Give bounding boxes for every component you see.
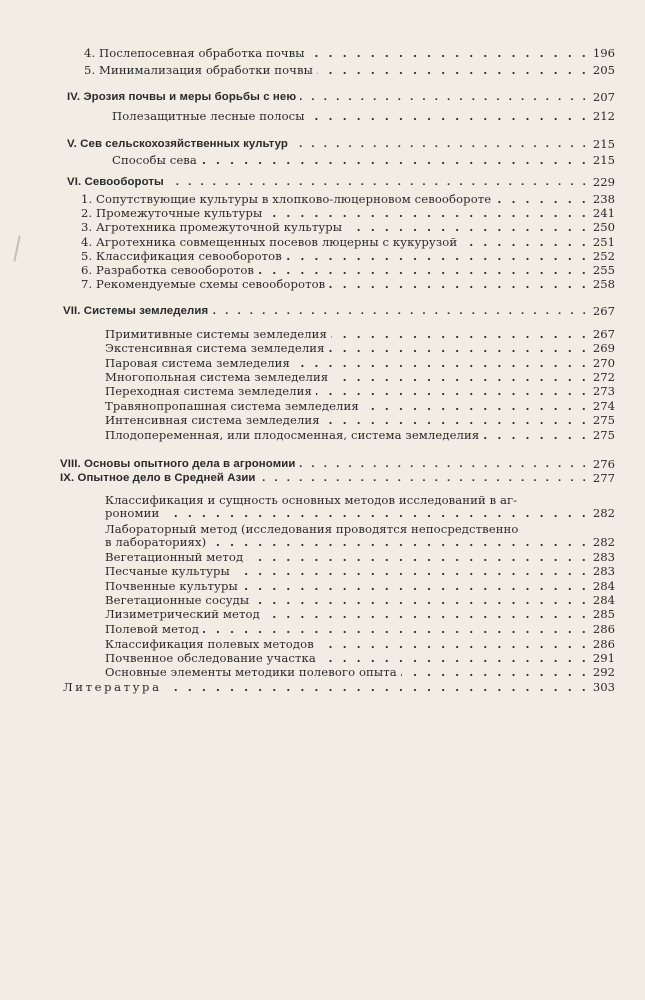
toc-entry [84, 63, 615, 77]
toc-entry-title: Примитивные системы земледелия [105, 327, 327, 341]
toc-entry-page: 252 [592, 249, 615, 263]
leader-dots [331, 327, 589, 341]
toc-entry-page: 275 [592, 428, 615, 442]
toc-entry-page: 196 [592, 46, 615, 60]
toc-entry [105, 493, 615, 507]
toc-entry [81, 235, 615, 249]
toc-entry [105, 607, 615, 621]
leader-dots [242, 579, 589, 593]
toc-chapter [60, 471, 615, 485]
toc-entry-title: Интенсивная система земледелия [105, 413, 320, 427]
toc-entry [112, 153, 615, 167]
toc-entry-page: 284 [592, 579, 615, 593]
toc-entry-title: 6. Разработка севооборотов [81, 263, 255, 277]
leader-dots [309, 109, 589, 123]
toc-chapter-title: VI. Севообороты [67, 176, 164, 188]
toc-entry-page: 267 [592, 304, 615, 318]
toc-entry-page: 251 [592, 235, 615, 249]
toc-entry-title: 1. Сопутствующие культуры в хлопково-люцерновом севообороте [81, 192, 492, 206]
toc-entry [105, 370, 615, 384]
toc-entry-title: Переходная система земледелия [105, 384, 312, 398]
leader-dots [258, 263, 589, 277]
leader-dots [363, 399, 589, 413]
toc-chapter-title: IX. Опытное дело в Средней Азии [60, 472, 256, 484]
leader-dots [212, 304, 589, 318]
leader-dots [234, 564, 589, 578]
toc-chapter-title: IV. Эрозия почвы и меры борьбы с нею [67, 91, 297, 103]
toc-entry-page: 215 [592, 153, 615, 167]
leader-dots [495, 192, 589, 206]
toc-entry-page: 241 [592, 206, 615, 220]
leader-dots [317, 63, 589, 77]
toc-entry-page: 229 [592, 175, 615, 189]
toc-entry-title: 7. Рекомендуемые схемы севооборотов [81, 277, 326, 291]
toc-entry-page: 238 [592, 192, 615, 206]
toc-entry-page: 250 [592, 220, 615, 234]
leader-dots [346, 220, 589, 234]
toc-entry-page: 284 [592, 593, 615, 607]
leader-dots [483, 428, 589, 442]
toc-entry-title: рономии [105, 506, 160, 520]
toc-entry-title: Почвенные культуры [105, 579, 238, 593]
toc-entry-title: 3. Агротехника промежуточной культуры [81, 220, 343, 234]
toc-entry [105, 399, 615, 413]
leader-dots [324, 413, 589, 427]
toc-entry-page: 258 [592, 277, 615, 291]
toc-entry-title: Травянопропашная система земледелия [105, 399, 359, 413]
toc-entry [112, 109, 615, 123]
toc-entry-page: 292 [592, 665, 615, 679]
leader-dots [247, 550, 589, 564]
toc-entry [81, 192, 615, 206]
toc-chapter [67, 90, 615, 104]
toc-entry [105, 522, 615, 536]
toc-entry-page: 207 [592, 90, 615, 104]
toc-entry-title: 4. Агротехника совмещенных посевов люцерны с кукурузой [81, 235, 458, 249]
toc-chapter [60, 457, 615, 471]
toc-entry [105, 356, 615, 370]
toc-entry-title: Литература [63, 680, 162, 694]
leader-dots [168, 175, 589, 189]
leader-dots [163, 506, 589, 520]
toc-entry-page: 283 [592, 550, 615, 564]
leader-dots [260, 471, 589, 485]
toc-entry [105, 384, 615, 398]
toc-entry [105, 535, 615, 549]
toc-entry-title: Вегетационные сосуды [105, 593, 250, 607]
toc-chapter-title: V. Сев сельскохозяйственных культур [67, 138, 288, 150]
toc-chapter [67, 137, 615, 151]
toc-entry [105, 550, 615, 564]
toc-entry-page: 267 [592, 327, 615, 341]
toc-entry-title: Лабораторный метод (исследования проводятся непосредственно [105, 522, 519, 536]
leader-dots [166, 680, 589, 694]
toc-entry-page: 269 [592, 341, 615, 355]
toc-entry [105, 413, 615, 427]
leader-dots [210, 535, 589, 549]
toc-entry-page: 286 [592, 622, 615, 636]
toc-entry-title: Способы сева [112, 153, 197, 167]
toc-entry-title: 5. Классификация севооборотов [81, 249, 282, 263]
toc-entry [81, 277, 615, 291]
leader-dots [329, 341, 589, 355]
toc-chapter [67, 175, 615, 189]
toc-entry-title: Многопольная система земледелия [105, 370, 329, 384]
toc-entry-title: Почвенное обследование участка [105, 651, 316, 665]
leader-dots [316, 384, 589, 398]
toc-entry-page: 205 [592, 63, 615, 77]
toc-entry-page: 282 [592, 506, 615, 520]
toc-entry-title: Паровая система земледелия [105, 356, 290, 370]
toc-entry [81, 249, 615, 263]
leader-dots [253, 593, 589, 607]
toc-entry [105, 564, 615, 578]
toc-entry-title: Экстенсивная система земледелия [105, 341, 325, 355]
toc-entry-title: Лизиметрический метод [105, 607, 260, 621]
toc-entry-title: в лабораториях) [105, 535, 207, 549]
pencil-mark-icon [13, 236, 25, 263]
toc-entry-page: 272 [592, 370, 615, 384]
toc-entry-title: Полезащитные лесные полосы [112, 109, 305, 123]
toc-entry-page: 285 [592, 607, 615, 621]
toc-entry-title: 2. Промежуточные культуры [81, 206, 263, 220]
toc-entry [81, 220, 615, 234]
toc-entry-page: 276 [592, 457, 615, 471]
toc-entry-page: 275 [592, 413, 615, 427]
toc-entry-page: 303 [592, 680, 615, 694]
leader-dots [320, 651, 589, 665]
toc-entry-page: 255 [592, 263, 615, 277]
toc-entry-title: Основные элементы методики полевого опыта [105, 665, 397, 679]
toc-entry [105, 506, 615, 520]
toc-entry [105, 327, 615, 341]
leader-dots [401, 665, 589, 679]
toc-entry [63, 680, 615, 694]
toc-entry [105, 593, 615, 607]
leader-dots [329, 277, 589, 291]
toc-entry [105, 665, 615, 679]
toc-entry [105, 579, 615, 593]
toc-entry-page: 283 [592, 564, 615, 578]
toc-entry-page: 274 [592, 399, 615, 413]
toc-entry [105, 637, 615, 651]
toc-entry-title: Песчаные культуры [105, 564, 230, 578]
toc-entry [81, 263, 615, 277]
leader-dots [318, 637, 589, 651]
toc-entry-title: Вегетационный метод [105, 550, 244, 564]
leader-dots [309, 46, 589, 60]
toc-entry-page: 291 [592, 651, 615, 665]
toc-entry [105, 341, 615, 355]
leader-dots [461, 235, 589, 249]
toc-entry-title: Классификация и сущность основных методов исследований в аг- [105, 493, 518, 507]
toc-entry [105, 651, 615, 665]
leader-dots [294, 356, 589, 370]
toc-entry-page: 270 [592, 356, 615, 370]
leader-dots [299, 457, 588, 471]
toc-entry-page: 286 [592, 637, 615, 651]
toc-entry-page: 282 [592, 535, 615, 549]
toc-chapter-title: VIII. Основы опытного дела в агрономии [60, 458, 296, 470]
toc-entry [105, 428, 615, 442]
toc-entry-page: 212 [592, 109, 615, 123]
leader-dots [264, 607, 589, 621]
toc-entry [84, 46, 615, 60]
toc-chapter [63, 304, 615, 318]
toc-entry [81, 206, 615, 220]
toc-entry-page: 273 [592, 384, 615, 398]
leader-dots [203, 622, 589, 636]
toc-entry-title: 5. Минимализация обработки почвы [84, 63, 313, 77]
toc-entry-page: 277 [592, 471, 615, 485]
leader-dots [201, 153, 589, 167]
toc-entry-title: Полевой метод [105, 622, 199, 636]
leader-dots [266, 206, 589, 220]
toc-entry-title: 4. Послепосевная обработка почвы [84, 46, 305, 60]
leader-dots [286, 249, 589, 263]
leader-dots [332, 370, 589, 384]
toc-entry [105, 622, 615, 636]
toc-entry-title: Плодопеременная, или плодосменная, система земледелия [105, 428, 480, 442]
toc-chapter-title: VII. Системы земледелия [63, 305, 209, 317]
leader-dots [292, 137, 589, 151]
toc-entry-title: Классификация полевых методов [105, 637, 314, 651]
leader-dots [300, 90, 589, 104]
toc-entry-page: 215 [592, 137, 615, 151]
